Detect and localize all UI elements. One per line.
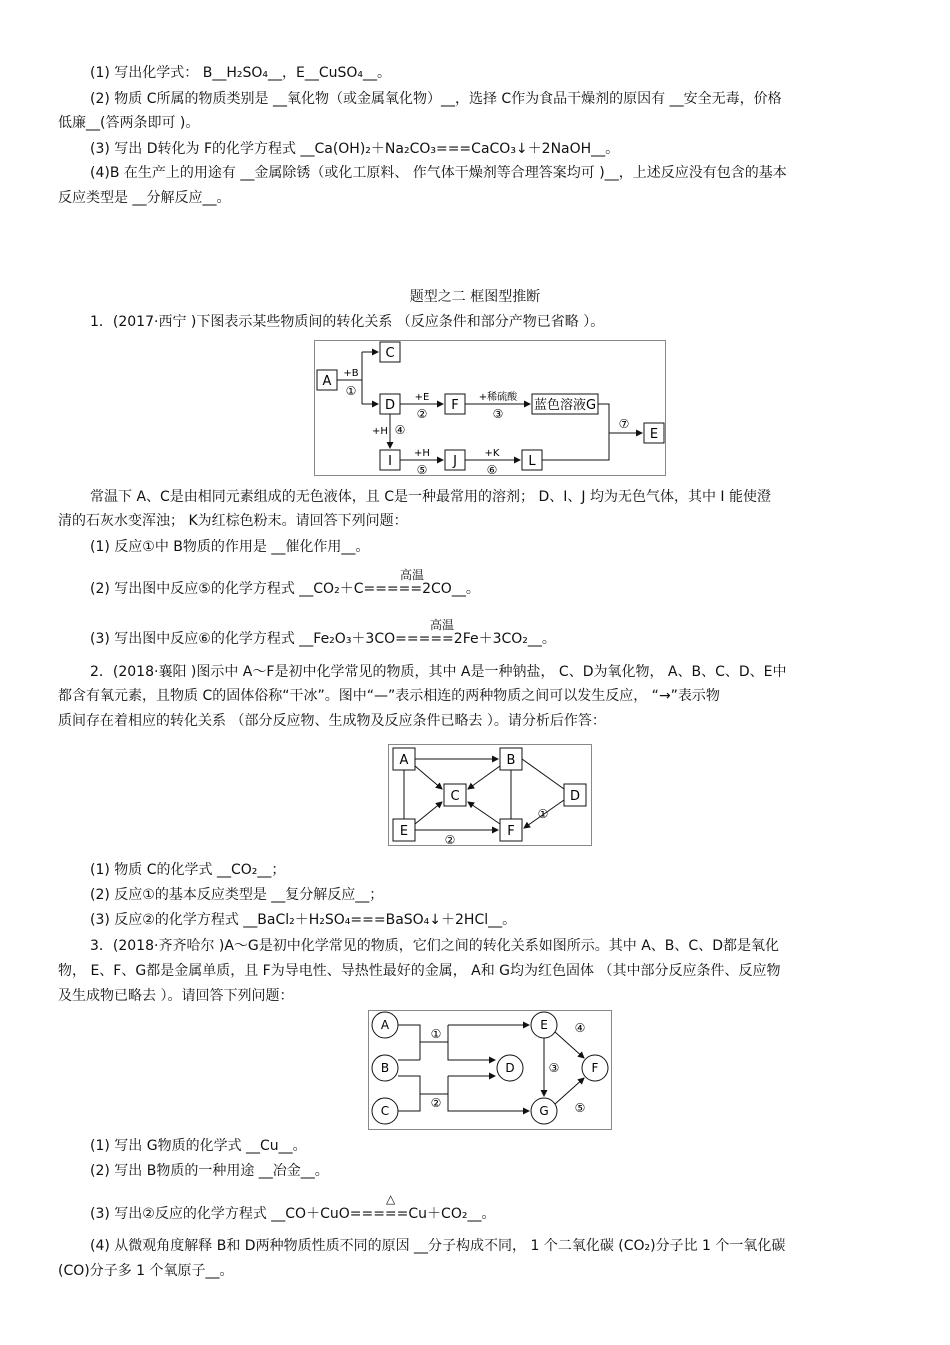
svg-text:⑤: ⑤ xyxy=(416,463,428,476)
q1-desc-2: 清的石灰水变浑浊； K为红棕色粉末。请回答下列问题： xyxy=(58,513,408,529)
svg-text:⑥: ⑥ xyxy=(486,463,498,476)
svg-text:+H: +H xyxy=(372,426,388,437)
svg-text:J: J xyxy=(453,454,457,469)
q1-stem: 1．(2017·西宁 )下图表示某些物质间的转化关系 （反应条件和部分产物已省略 ）。 xyxy=(90,314,605,330)
svg-text:F: F xyxy=(451,398,459,413)
svg-text:B: B xyxy=(380,1061,390,1075)
svg-text:②: ② xyxy=(430,1096,442,1110)
svg-text:⑤: ⑤ xyxy=(574,1101,586,1115)
top-answer-4-cont: 反应类型是 __分解反应__。 xyxy=(58,190,231,206)
svg-text:+稀硫酸: +稀硫酸 xyxy=(478,392,518,403)
svg-text:C: C xyxy=(385,346,395,361)
svg-text:A: A xyxy=(322,374,332,389)
svg-text:①: ① xyxy=(430,1027,442,1041)
q2-answer-3: (3) 反应②的化学方程式 __BaCl₂＋H₂SO₄===BaSO₄↓＋2HCl__。 xyxy=(90,912,517,928)
svg-text:+B: +B xyxy=(343,368,359,379)
top-answer-2-cont: 低廉__(答两条即可 )。 xyxy=(58,115,200,131)
svg-text:A: A xyxy=(399,753,409,768)
q3-answer-1: (1) 写出 G物质的化学式 __Cu__。 xyxy=(90,1138,307,1154)
q3-diagram xyxy=(368,1010,612,1130)
q3-answer-3: (3) 写出②反应的化学方程式 __CO＋CuO=====Cu＋CO₂__。 xyxy=(90,1206,496,1222)
svg-text:I: I xyxy=(388,454,392,469)
top-answer-4: (4)B 在生产上的用途有 __金属除锈（或化工原料、 作气体干燥剂等合理答案均可 )__，上述反应没有包含的基本 xyxy=(90,165,787,181)
svg-text:③: ③ xyxy=(492,407,504,421)
q1-answer-3-condition: 高温 xyxy=(430,618,455,632)
top-answer-2: (2) 物质 C所属的物质类别是 __氧化物（或金属氧化物）__，选择 C作为食品干燥剂的原因有 __安全无毒，价格 xyxy=(90,91,782,107)
q1-diagram xyxy=(314,340,666,476)
q1-answer-3: (3) 写出图中反应⑥的化学方程式 __Fe₂O₃＋3CO=====2Fe＋3CO₂__。 xyxy=(90,631,556,647)
svg-text:①: ① xyxy=(345,384,357,398)
svg-text:E: E xyxy=(540,1018,548,1032)
svg-text:②: ② xyxy=(444,833,456,846)
svg-text:L: L xyxy=(528,454,536,469)
q2-stem-1: 2．(2018·襄阳 )图示中 A～F是初中化学常见的物质，其中 A是一种钠盐， C、D为氧化物， A、B、C、D、E中 xyxy=(90,664,787,680)
svg-text:D: D xyxy=(505,1061,515,1075)
q2-diagram xyxy=(388,744,592,846)
q2-stem-3: 质间存在着相应的转化关系 （部分反应物、生成物及反应条件已略去 ）。请分析后作答： xyxy=(58,713,606,729)
svg-text:F: F xyxy=(591,1061,599,1075)
svg-text:③: ③ xyxy=(548,1061,560,1075)
q3-answer-4: (4) 从微观角度解释 B和 D两种物质性质不同的原因 __分子构成不同， 1 个二氧化碳 (CO₂)分子比 1 个一氧化碳 xyxy=(90,1238,786,1254)
q3-answer-4-cont: (CO)分子多 1 个氧原子__。 xyxy=(58,1263,234,1279)
svg-text:+H: +H xyxy=(414,448,430,459)
q1-answer-2-condition: 高温 xyxy=(400,568,425,582)
svg-text:②: ② xyxy=(416,407,428,421)
top-answer-1: (1) 写出化学式： B__H₂SO₄__，E__CuSO₄__。 xyxy=(90,65,392,81)
q2-answer-2: (2) 反应①的基本反应类型是 __复分解反应__； xyxy=(90,887,384,903)
svg-text:F: F xyxy=(507,824,515,839)
q2-stem-2: 都含有氧元素，且物质 C的固体俗称“干冰”。图中“—”表示相连的两种物质之间可以发生反应， “→”表示物 xyxy=(58,688,720,704)
svg-text:C: C xyxy=(380,1104,390,1118)
q3-stem-3: 及生成物已略去 ）。请回答下列问题： xyxy=(58,988,294,1004)
q1-desc-1: 常温下 A、C是由相同元素组成的无色液体，且 C是一种最常用的溶剂； D、I、J 均为无色气体，其中 I 能使澄 xyxy=(90,489,771,505)
svg-text:B: B xyxy=(506,753,516,768)
svg-text:+K: +K xyxy=(484,448,500,459)
q1-answer-2: (2) 写出图中反应⑤的化学方程式 __CO₂＋C=====2CO__。 xyxy=(90,581,480,597)
svg-text:+E: +E xyxy=(414,392,430,403)
svg-text:C: C xyxy=(450,789,460,804)
svg-text:①: ① xyxy=(537,807,549,821)
top-answer-3: (3) 写出 D转化为 F的化学方程式 __Ca(OH)₂＋Na₂CO₃===CaCO₃↓＋2NaOH__。 xyxy=(90,141,620,157)
svg-text:A: A xyxy=(380,1018,390,1032)
svg-text:④: ④ xyxy=(574,1021,586,1035)
section-title: 题型之二 框图型推断 xyxy=(409,289,541,305)
q3-stem-2: 物， E、F、G都是金属单质，且 F为导电性、导热性最好的金属， A和 G均为红色固体 （其中部分反应条件、反应物 xyxy=(58,963,781,979)
svg-text:G: G xyxy=(539,1104,549,1118)
svg-text:D: D xyxy=(384,398,396,413)
svg-text:E: E xyxy=(649,427,659,442)
svg-text:E: E xyxy=(399,824,409,839)
svg-text:蓝色溶液G: 蓝色溶液G xyxy=(533,398,597,413)
q2-answer-1: (1) 物质 C的化学式 __CO₂__； xyxy=(90,862,286,878)
svg-text:⑦: ⑦ xyxy=(618,417,630,431)
q3-answer-3-condition: △ xyxy=(386,1192,396,1206)
q3-stem-1: 3．(2018·齐齐哈尔 )A～G是初中化学常见的物质，它们之间的转化关系如图所示。其中 A、B、C、D都是氧化 xyxy=(90,938,779,954)
q1-answer-1: (1) 反应①中 B物质的作用是 __催化作用__。 xyxy=(90,539,370,555)
svg-text:D: D xyxy=(569,789,581,804)
q3-answer-2: (2) 写出 B物质的一种用途 __冶金__。 xyxy=(90,1163,329,1179)
svg-text:④: ④ xyxy=(394,423,406,437)
